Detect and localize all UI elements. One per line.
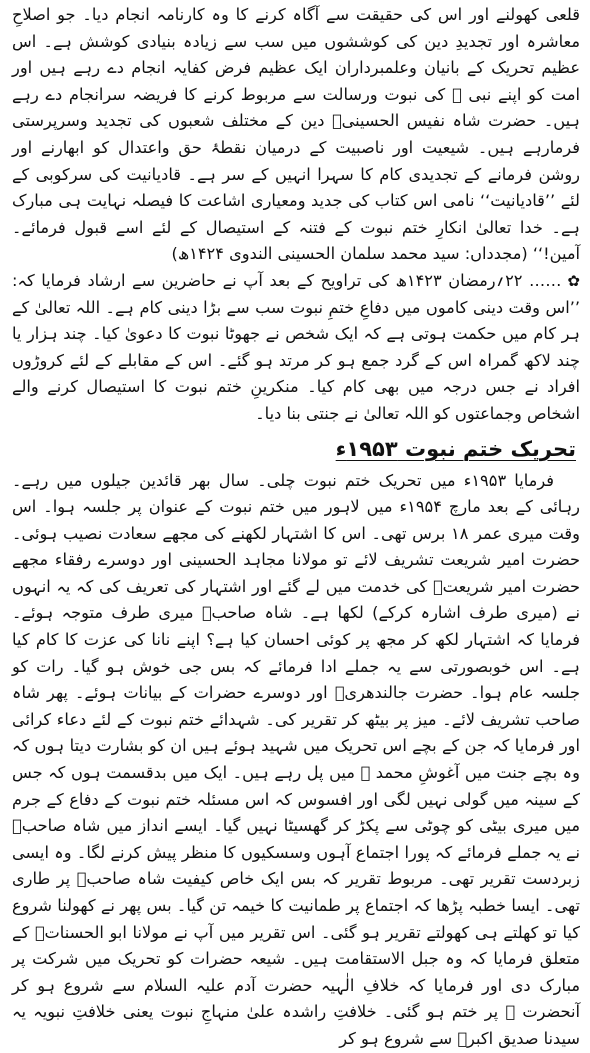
flower-bullet-icon: ✿ [567,271,580,290]
paragraph-1953-text: فرمایا ۱۹۵۳ء میں تحریک ختم نبوت چلی۔ سال بھر قائدین جیلوں میں رہے۔ رہائی کے بعد مارچ ۱۹۵۴ء میں لاہور میں ختم نبوت کے عنوان پر جلسہ ہوا۔ اس وقت میری عمر ۱۸ برس تھی۔ اس کا اشتہار لکھنے کی مجھے سعادت نصیب ہوئی۔ حضرت امیر شریعت تشریف لائے تو مولانا مجاہد الحسینی اور دوسرے رفقاء مجھے حضرت امیر شریعتؒ کی خدمت میں لے گئے اور اشتہار کی تعریف کی کہ یہ انہوں نے (میری طرف اشارہ کرکے) لکھا ہے۔ شاہ صاحبؒ میری طرف متوجہ ہوئے۔ فرمایا کہ اشتہار لکھ کر مجھ پر کوئی احسان کیا ہے؟ اپنے نانا کی عزت کا کام کیا ہے۔ اس خوبصورتی سے یہ جملے ادا فرمائے کہ بس جی خوش ہو گیا۔ رات کو جلسہ عام ہوا۔ حضرت جالندھریؒ اور دوسرے حضرات کے بیانات ہوئے۔ پھر شاہ صاحب تشریف لائے۔ میز پر بیٹھ کر تقریر کی۔ شہدائے ختم نبوت کے لئے دعاء کرائی اور فرمایا کہ جن کے بچے اس تحریک میں شہید ہوئے ہیں ان کو بشارت دیتا ہوں کہ وہ بچے جنت میں آغوشِ محمد ﷺ میں پل رہے ہیں۔ ایک میں بدقسمت ہوں کہ جس کے سینہ میں گولی نہیں لگی اور افسوس کہ اس مسئلہ ختم نبوت کے دفاع کے جرم میں میری بیٹی کو چوٹی سے پکڑ کر گھسیٹا نہیں گیا۔ ایسے انداز میں شاہ صاحبؒ نے یہ جملے فرمائے کہ پورا اجتماع آہوں وسسکیوں کا منظر پیش کرنے لگا۔ وہ ایسی زبردست تقریر تھی۔ مربوط تقریر کہ بس ایک خاص کیفیت شاہ صاحبؒ پر طاری تھی۔ ایسا خطبہ پڑھا کہ اجتماع پر طمانیت کا خیمہ تن گیا۔ بس پھر نے کھولنا شروع کیا تو کھلتے ہی کھولتے تقریر ہو گئی۔ اس تقریر میں آپ نے مولانا ابو الحسناتؒ کے متعلق فرمایا کہ وہ جبل الاستقامت ہیں۔ شیعہ حضرات کو تحریک میں شرکت پر مبارک دی اور فرمایا کہ خلافِ الٰہیہ حضرت آدم علیہ السلام سے شروع ہو کر آنحضرت ﷺ پر ختم ہو گئی۔ خلافتِ راشدہ علیٰ منہاجِ نبوت یعنی خلافتِ نبویہ یہ سیدنا صدیق اکبرؓ سے شروع ہو کر [12,470,580,1048]
paragraph-ramadan-text: …… ۲۲؍رمضان ۱۴۲۳ھ کی تراویح کے بعد آپ نے حاضرین سے ارشاد فرمایا کہ: ’’اس وقت دینی کاموں میں دفاعِ ختمِ نبوت سب سے بڑا دینی کام ہے۔ اللہ تعالیٰ کے ہر کام میں حکمت ہوتی ہے کہ ایک شخص نے جھوٹا نبوت کا دعویٰ کیا۔ چند ہزار یا چند لاکھ گمراہ اس کے گرد جمع ہو کر مرتد ہو گئے۔ اس کے مقابلے کے لئے کروڑوں افراد نے جس درجہ میں بھی کام کیا۔ منکرینِ ختم نبوت کا استیصال کرنے والے اشخاص وجماعتوں کو اللہ تعالیٰ نے جنتی بنا دیا۔ [12,270,580,423]
paragraph-ramadan-saying [12,268,580,428]
paragraph-intro: قلعی کھولنے اور اس کی حقیقت سے آگاہ کرنے کا وہ کارنامہ انجام دیا۔ جو اصلاحِ معاشرہ اور تجدیدِ دین کی کوششوں میں سب سے زیادہ بنیادی کوشش ہے۔ اس عظیم تحریک کے بانیان وعلمبرداران ایک عظیم فرض کفایہ انجام دے رہے ہیں اور امت کو اپنے نبی ﷺ کی نبوت ورسالت سے مربوط کرنے کا فریضہ سرانجام دے رہے ہیں۔ حضرت شاہ نفیس الحسینیؒ دین کے مختلف شعبوں کی تجدید وسرپرستی فرمارہے ہیں۔ شیعیت اور ناصبیت کے درمیان نقطۂ حق واعتدال کو ابھارنے اور روشن فرمانے کے تجدیدی کام کا سہرا انہیں کے سر ہے۔ قادیانیت کی سرکوبی کے لئے ’’قادیانیت‘‘ نامی اس کتاب کی جدید ومعیاری اشاعت کا فیصلہ نہایت ہی مبارک ہے۔ خدا تعالیٰ انکارِ ختم نبوت کے فتنہ کے استیصال کے لئے اسے قبول فرمائے۔ آمین!‘‘ (مجدداں: سید محمد سلمان الحسینی الندوی ۱۴۲۴ھ) [12,5,580,264]
paragraph-1953-movement [12,468,580,1053]
section-heading: تحریک ختم نبوت ۱۹۵۳ء [335,436,576,461]
